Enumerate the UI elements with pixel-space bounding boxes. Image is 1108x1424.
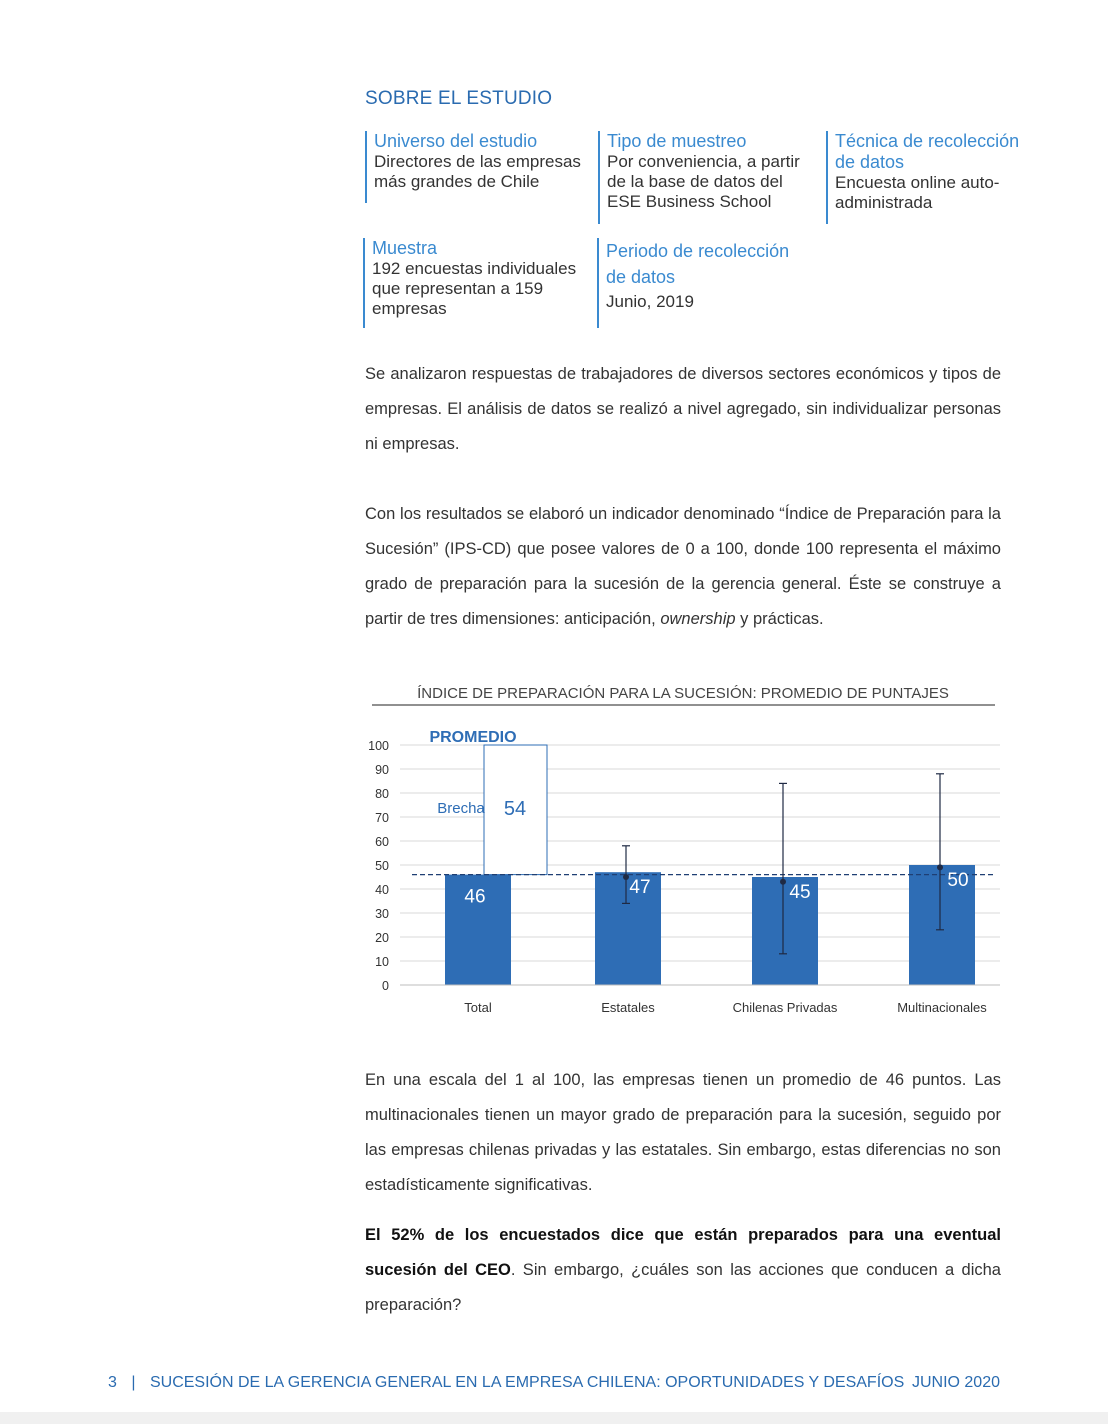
page-footer [108, 1374, 1000, 1392]
paragraph-3: En una escala del 1 al 100, las empresas tienen un promedio de 46 puntos. Las multinacionales tienen un mayor grado de preparación para la sucesión, seguido por las empresas chilenas privadas y las estatales. Sin embargo, estas diferencias no son estadísticamente significativas. [365, 1071, 1001, 1194]
y-tick-label: 40 [375, 883, 389, 897]
info-label: Técnica de recolección de datos [835, 131, 1020, 172]
x-tick-label: Chilenas Privadas [732, 1000, 838, 1015]
paragraph-4-bold: El 52% de los encuestados dice que están preparados para una eventual sucesión del CEO [365, 1226, 1001, 1279]
x-tick-label: Estatales [601, 1000, 655, 1015]
y-tick-label: 90 [375, 763, 389, 777]
page-bottom-strip [0, 1412, 1108, 1424]
y-tick-label: 80 [375, 787, 389, 801]
info-muestreo [598, 131, 817, 224]
x-tick-label: Multinacionales [897, 1000, 987, 1015]
bar-value-label: 45 [789, 882, 811, 903]
paragraph-4-text: . Sin embargo, ¿cuáles son las acciones que conducen a dicha preparación? [365, 1261, 1001, 1314]
footer-separator: | [131, 1374, 136, 1391]
info-tecnica [826, 131, 1020, 224]
y-tick-label: 60 [375, 835, 389, 849]
y-tick-label: 20 [375, 931, 389, 945]
error-bar-mean [937, 864, 943, 870]
average-label: PROMEDIO [429, 729, 517, 746]
info-periodo [597, 238, 806, 328]
x-tick-label: Total [464, 1000, 492, 1015]
info-label: Tipo de muestreo [607, 131, 747, 151]
info-value: Encuesta online auto-administrada [835, 173, 1000, 212]
y-tick-label: 0 [382, 979, 389, 993]
footer-title: SUCESIÓN DE LA GERENCIA GENERAL EN LA EMPRESA CHILENA: OPORTUNIDADES Y DESAFÍOS [149, 1374, 905, 1391]
info-label: Muestra [372, 238, 438, 258]
footer-left [108, 1374, 904, 1392]
info-value: Por conveniencia, a partir de la base de datos del ESE Business School [607, 152, 800, 211]
y-tick-label: 50 [375, 859, 389, 873]
paragraph-4 [365, 1218, 1001, 1323]
y-tick-label: 100 [368, 739, 389, 753]
page-number: 3 [108, 1374, 117, 1391]
y-tick-label: 10 [375, 955, 389, 969]
bar-value-label: 46 [464, 886, 486, 908]
bar [595, 872, 661, 985]
paragraph-2-end: y prácticas. [735, 610, 824, 628]
ips-chart [0, 670, 1108, 1030]
error-bar-mean [623, 874, 629, 880]
paragraph-1: Se analizaron respuestas de trabajadores de diversos sectores económicos y tipos de empresas. El análisis de datos se realizó a nivel agregado, sin individualizar personas ni empresas. [365, 365, 1001, 453]
chart-title: ÍNDICE DE PREPARACIÓN PARA LA SUCESIÓN: PROMEDIO DE PUNTAJES [417, 685, 949, 702]
info-muestra [363, 238, 582, 328]
bar-value-label: 50 [947, 870, 969, 891]
info-value: Junio, 2019 [606, 292, 694, 311]
gap-value-label: 54 [503, 798, 527, 820]
gap-label: Brecha [437, 800, 485, 817]
paragraph-2-emphasis: ownership [660, 610, 736, 628]
info-value: 192 encuestas individuales que representan a 159 empresas [372, 259, 577, 318]
info-universo [365, 131, 589, 203]
info-label: Periodo de recolección de datos [606, 241, 790, 287]
y-tick-label: 30 [375, 907, 389, 921]
bar-value-label: 47 [629, 877, 651, 899]
error-bar-mean [780, 879, 786, 885]
y-tick-label: 70 [375, 811, 389, 825]
section-title: SOBRE EL ESTUDIO [365, 88, 553, 109]
footer-date: JUNIO 2020 [911, 1374, 1000, 1391]
info-label: Universo del estudio [374, 131, 538, 151]
paragraph-2 [365, 497, 1001, 637]
info-value: Directores de las empresas más grandes de Chile [374, 152, 581, 191]
paragraph-2-text: Con los resultados se elaboró un indicador denominado “Índice de Preparación para la Sucesión” (IPS-CD) que posee valores de 0 a 100, donde 100 representa el máximo grado de preparación para la sucesión de la gerencia general. Éste se construye a partir de tres dimensiones: anticipación, [365, 505, 1001, 628]
